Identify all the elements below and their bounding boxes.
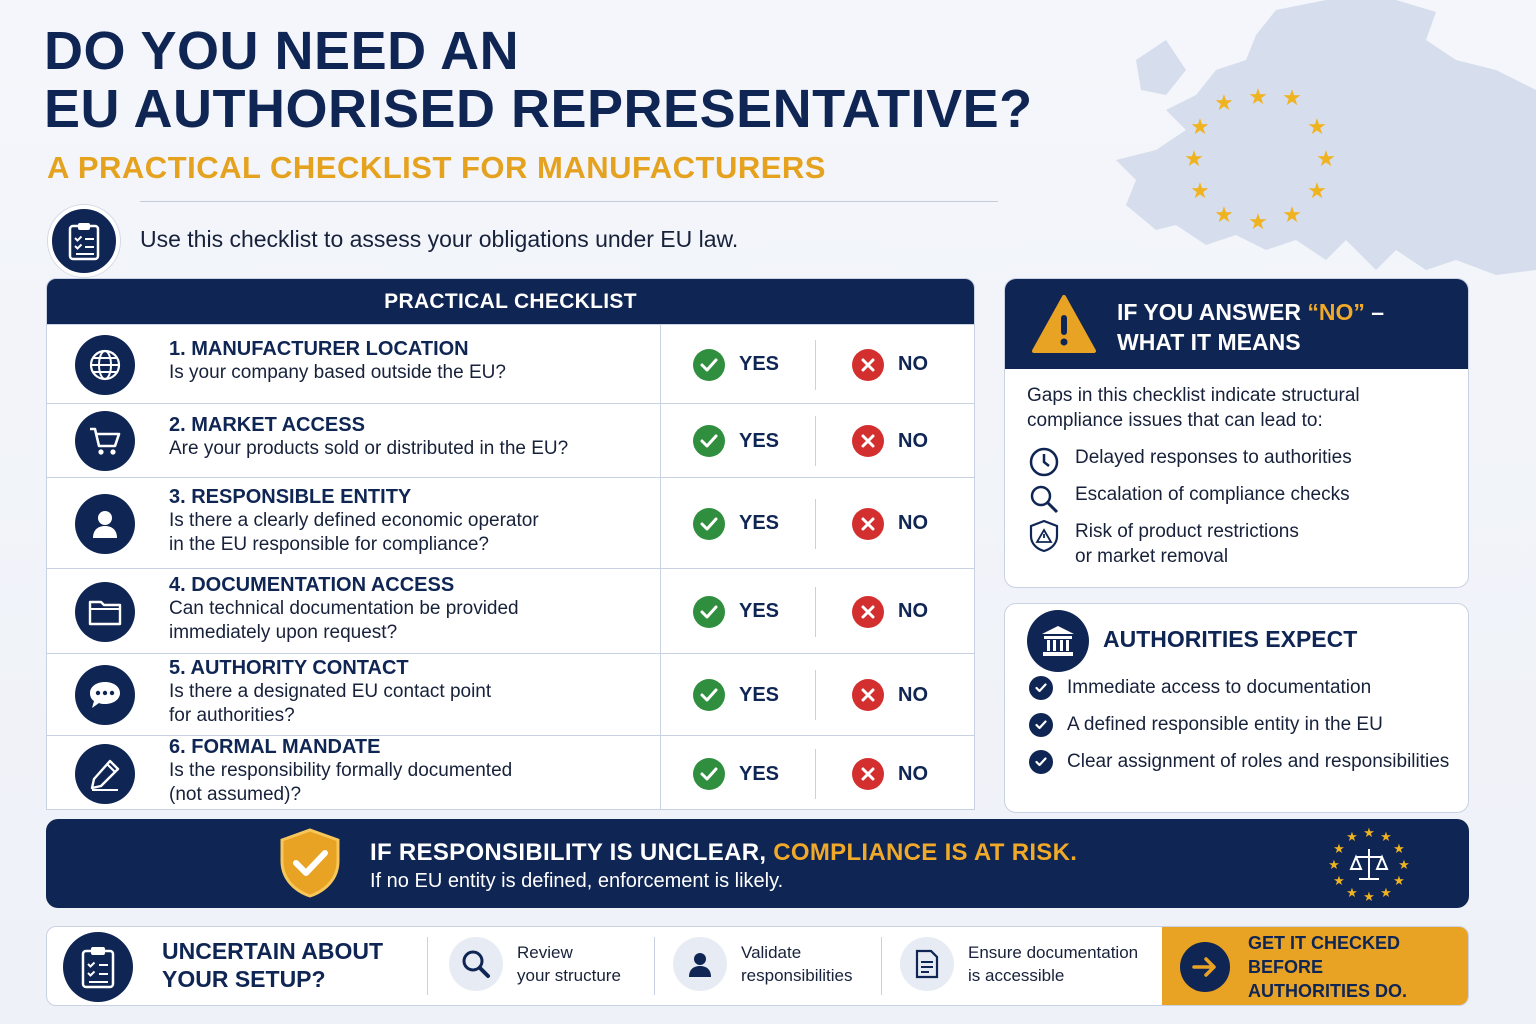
courthouse-icon [1027,610,1089,672]
clock-icon [1027,445,1061,479]
svg-text:★: ★ [1190,179,1210,204]
divider [654,937,655,995]
question-text-2: immediately upon request? [169,621,398,643]
page-title [44,22,1033,138]
step-label-line1: Validate [741,943,802,962]
checklist-question [169,736,512,807]
title-line-2: EU AUTHORISED REPRESENTATIVE? [44,79,1033,139]
checklist-question [169,414,568,461]
expectation-label: Immediate access to documentation [1067,677,1372,698]
question-text: Is your company based outside the EU? [169,361,506,383]
question-text-2: for authorities? [169,705,295,726]
warning-icon [1031,293,1097,355]
divider [140,201,998,202]
checklist-table [46,278,975,810]
no-label: NO [898,600,928,622]
no-label: NO [898,429,928,452]
yes-label: YES [739,353,780,375]
no-label: NO [898,512,928,534]
svg-text:★: ★ [1184,147,1204,172]
yes-label: YES [739,600,780,622]
checklist-row [47,324,975,403]
question-title: 5. AUTHORITY CONTACT [169,657,409,679]
cross-icon [852,758,884,790]
checklist-row [47,403,975,477]
checklist-question [169,338,506,385]
cross-icon [852,508,884,540]
divider [815,499,816,549]
step-label-line2: your structure [517,966,621,985]
question-title: 3. RESPONSIBLE ENTITY [169,485,412,508]
question-text: Are your products sold or distributed in the EU? [169,438,569,459]
cross-icon [852,425,884,457]
bottom-bar [46,926,1469,1006]
check-icon [693,758,725,790]
risk-item [1027,445,1352,479]
divider [815,749,816,799]
svg-text:★: ★ [1190,115,1210,140]
question-title: 2. MARKET ACCESS [169,414,365,436]
shield-warning-icon [1027,519,1061,553]
banner-headline-a: IF RESPONSIBILITY IS UNCLEAR, [370,839,774,866]
authorities-panel [1004,603,1469,813]
no-answer-title-no: “NO” [1307,299,1365,325]
divider [660,478,661,568]
divider [660,654,661,735]
cart-icon [75,411,135,471]
lead-line-1: Gaps in this checklist indicate structural [1027,385,1360,406]
no-option[interactable] [852,758,928,790]
divider [815,340,816,390]
intro-text: Use this checklist to assess your obligations under EU law. [140,226,739,252]
step-review [449,937,621,991]
svg-text:★: ★ [1380,830,1392,845]
svg-text:★: ★ [1398,858,1410,873]
eu-justice-icon [1324,821,1414,907]
no-answer-title [1117,297,1384,357]
yes-option[interactable] [693,349,779,381]
svg-text:★: ★ [1214,91,1234,116]
checklist-row [47,568,975,653]
svg-text:★: ★ [1346,886,1358,901]
question-text-2: (not assumed)? [169,784,302,805]
svg-text:★: ★ [1282,203,1302,228]
svg-text:★: ★ [1316,147,1336,172]
cta-line-1: GET IT CHECKED BEFORE [1248,933,1401,977]
banner-subline: If no EU entity is defined, enforcement is likely. [370,870,784,892]
check-circle-icon [1029,676,1053,700]
europe-map-icon [1096,0,1536,290]
checklist-question [169,574,519,645]
cross-icon [852,349,884,381]
no-answer-panel [1004,278,1469,588]
svg-text:★: ★ [1214,203,1234,228]
cross-icon [852,679,884,711]
no-label: NO [898,683,928,706]
risk-item [1027,482,1350,516]
check-circle-icon [1029,713,1053,737]
magnifier-icon [1027,482,1061,516]
risk-item [1027,519,1299,569]
document-icon [900,937,954,991]
question-text-2: in the EU responsible for compliance? [169,533,490,555]
search-icon [449,937,503,991]
lead-line-2: compliance issues that can lead to: [1027,410,1323,431]
expectation-item [1029,676,1371,700]
svg-text:★: ★ [1307,115,1327,140]
no-option[interactable] [852,349,928,381]
step-label [517,941,621,987]
pen-icon [75,744,135,804]
risk-label-line2: or market removal [1075,546,1229,567]
checklist-question [169,657,491,728]
step-label-line1: Ensure documentation [968,943,1139,962]
risk-label-line1: Risk of product restrictions [1075,521,1299,542]
divider [660,736,661,810]
yes-label: YES [739,429,780,452]
step-validate [673,937,853,991]
clipboard-icon [48,205,120,277]
question-title: 6. FORMAL MANDATE [169,736,381,758]
question-text: Is there a clearly defined economic operator [169,509,539,531]
divider [815,416,816,466]
expectation-label: A defined responsible entity in the EU [1067,714,1383,735]
shield-check-icon [278,827,342,899]
checklist-row [47,653,975,735]
globe-icon [75,335,135,395]
arrow-right-icon [1180,942,1230,992]
risk-label [1075,519,1299,569]
no-answer-title-a: IF YOU ANSWER [1117,299,1308,325]
folder-icon [75,582,135,642]
no-option[interactable] [852,508,928,540]
check-icon [693,679,725,711]
svg-text:★: ★ [1393,842,1405,857]
no-answer-title-b: – [1364,299,1385,325]
yes-option[interactable] [693,425,779,457]
yes-option[interactable] [693,758,779,790]
question-title: 1. MANUFACTURER LOCATION [169,337,469,360]
divider [660,569,661,653]
step-label [968,941,1138,987]
risk-label: Delayed responses to authorities [1075,447,1352,468]
svg-text:★: ★ [1248,210,1268,235]
step-ensure [900,937,1138,991]
no-answer-lead [1027,383,1360,433]
divider [881,937,882,995]
get-checked-button[interactable] [1162,927,1469,1006]
yes-label: YES [739,512,780,534]
divider [660,404,661,477]
svg-text:★: ★ [1282,86,1302,111]
user-icon [673,937,727,991]
question-text: Is there a designated EU contact point [169,681,492,702]
check-icon [693,349,725,381]
question-line-1: UNCERTAIN ABOUT [162,938,384,964]
divider [815,670,816,720]
no-option[interactable] [852,425,928,457]
no-answer-header [1005,279,1468,369]
expectation-label: Clear assignment of roles and responsibilities [1067,751,1450,772]
yes-option[interactable] [693,596,779,628]
question-line-2: YOUR SETUP? [162,966,326,992]
step-label-line2: responsibilities [741,966,853,985]
no-answer-title-line2: WHAT IT MEANS [1117,329,1301,355]
checklist-question [169,486,539,557]
divider [427,937,428,995]
svg-text:★: ★ [1333,842,1345,857]
step-label [741,941,853,987]
step-label-line1: Review [517,943,573,962]
expectation-item [1029,713,1383,737]
svg-text:★: ★ [1380,886,1392,901]
banner-headline [370,839,1077,867]
authorities-title: AUTHORITIES EXPECT [1103,626,1358,652]
yes-label: YES [739,683,780,706]
banner-headline-b: COMPLIANCE IS AT RISK. [773,839,1078,866]
no-label: NO [898,353,928,375]
expectation-item [1029,750,1449,774]
yes-option[interactable] [693,508,779,540]
question-text: Is the responsibility formally documented [169,760,513,781]
no-option[interactable] [852,596,928,628]
checklist-icon [63,932,133,1002]
no-label: NO [898,762,928,785]
risk-label: Escalation of compliance checks [1075,484,1350,505]
check-circle-icon [1029,750,1053,774]
yes-option[interactable] [693,679,779,711]
svg-text:★: ★ [1346,830,1358,845]
svg-text:★: ★ [1333,874,1345,889]
bottom-question [162,937,383,993]
svg-text:★: ★ [1363,890,1375,905]
svg-text:★: ★ [1307,179,1327,204]
step-label-line2: is accessible [968,966,1065,985]
question-title: 4. DOCUMENTATION ACCESS [169,573,455,596]
checklist-heading: PRACTICAL CHECKLIST [47,279,974,324]
check-icon [693,508,725,540]
cross-icon [852,596,884,628]
svg-text:★: ★ [1363,826,1375,841]
checklist-row [47,735,975,810]
page-subtitle: A PRACTICAL CHECKLIST FOR MANUFACTURERS [47,150,826,185]
no-option[interactable] [852,679,928,711]
chat-icon [75,665,135,725]
svg-text:★: ★ [1393,874,1405,889]
divider [660,325,661,403]
title-line-1: DO YOU NEED AN [44,21,520,81]
question-text: Can technical documentation be provided [169,597,519,619]
check-icon [693,425,725,457]
cta-line-2: AUTHORITIES DO. [1248,981,1408,1001]
person-icon [75,494,135,554]
risk-banner [46,819,1469,908]
yes-label: YES [739,762,780,785]
divider [815,587,816,637]
check-icon [693,596,725,628]
cta-label [1248,931,1469,1003]
svg-text:★: ★ [1328,858,1340,873]
svg-text:★: ★ [1248,85,1268,110]
checklist-row [47,477,975,568]
